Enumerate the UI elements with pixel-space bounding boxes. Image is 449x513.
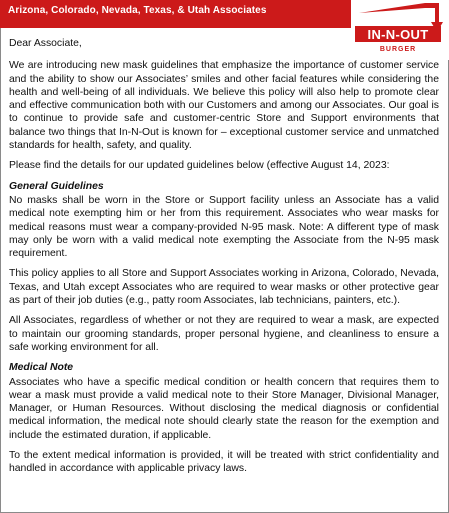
intro-paragraph: We are introducing new mask guidelines that emphasize the importance of customer service and the ability to show our Associates’ smiles and other facial features while considering the health and well-being of all individuals. We believe this policy will also help to promote clear and effective communication both with our Customers and among our Associates. Our goal is to continue to provide safe and customer-centric Store and Support environments that balance two things that In-N-Out is known for – exceptional customer service and unmatched standards for health, safety, and quality.: [9, 60, 439, 152]
medical-paragraph-2: To the extent medical information is provided, it will be treated with strict confidentiality and handled in accordance with applicable privacy laws.: [9, 450, 439, 475]
general-paragraph-3: All Associates, regardless of whether or not they are required to wear a mask, are expected to maintain our grooming standards, proper personal hygiene, and cleanliness to ensure a safe working environment for all.: [9, 315, 439, 353]
medical-paragraph-1: Associates who have a specific medical condition or health concern that requires them to wear a mask must provide a valid medical note to their Store Manager, Divisional Manager, Manager, or Human Resources. Without disclosing the medical diagnosis or confidential medical information, the medical note should clearly state the reason for the exemption and include the estimated duration, if applicable.: [9, 376, 439, 441]
logo-subtitle: BURGER: [379, 46, 417, 53]
letter-body: [9, 37, 439, 483]
header-regions: Arizona, Colorado, Nevada, Texas, & Utah Associates: [8, 5, 267, 16]
general-paragraph-1: No masks shall be worn in the Store or Support facility unless an Associate has a valid medical note exempting him or her from this requirement. Associates who wear masks for medical reasons must wear a company-provided N-95 mask. Note: A different type of mask may only be worn with a valid medical note exempting the Associate from the N-95 mask requirement.: [9, 194, 439, 260]
details-paragraph: Please find the details for our updated guidelines below (effective August 14, 2023:: [9, 160, 390, 172]
logo-wordmark: IN-N-OUT: [367, 27, 429, 42]
general-paragraph-2: This policy applies to all Store and Support Associates working in Arizona, Colorado, Nevada, Texas, and Utah except Associates who are required to wear masks or other protective gear as part of their job duties (e.g., patty room Associates, lab technicians, painters, etc.).: [9, 268, 439, 307]
salutation: Dear Associate,: [9, 38, 82, 49]
medical-note-heading: Medical Note: [9, 362, 74, 374]
general-guidelines-heading: General Guidelines: [9, 180, 104, 192]
